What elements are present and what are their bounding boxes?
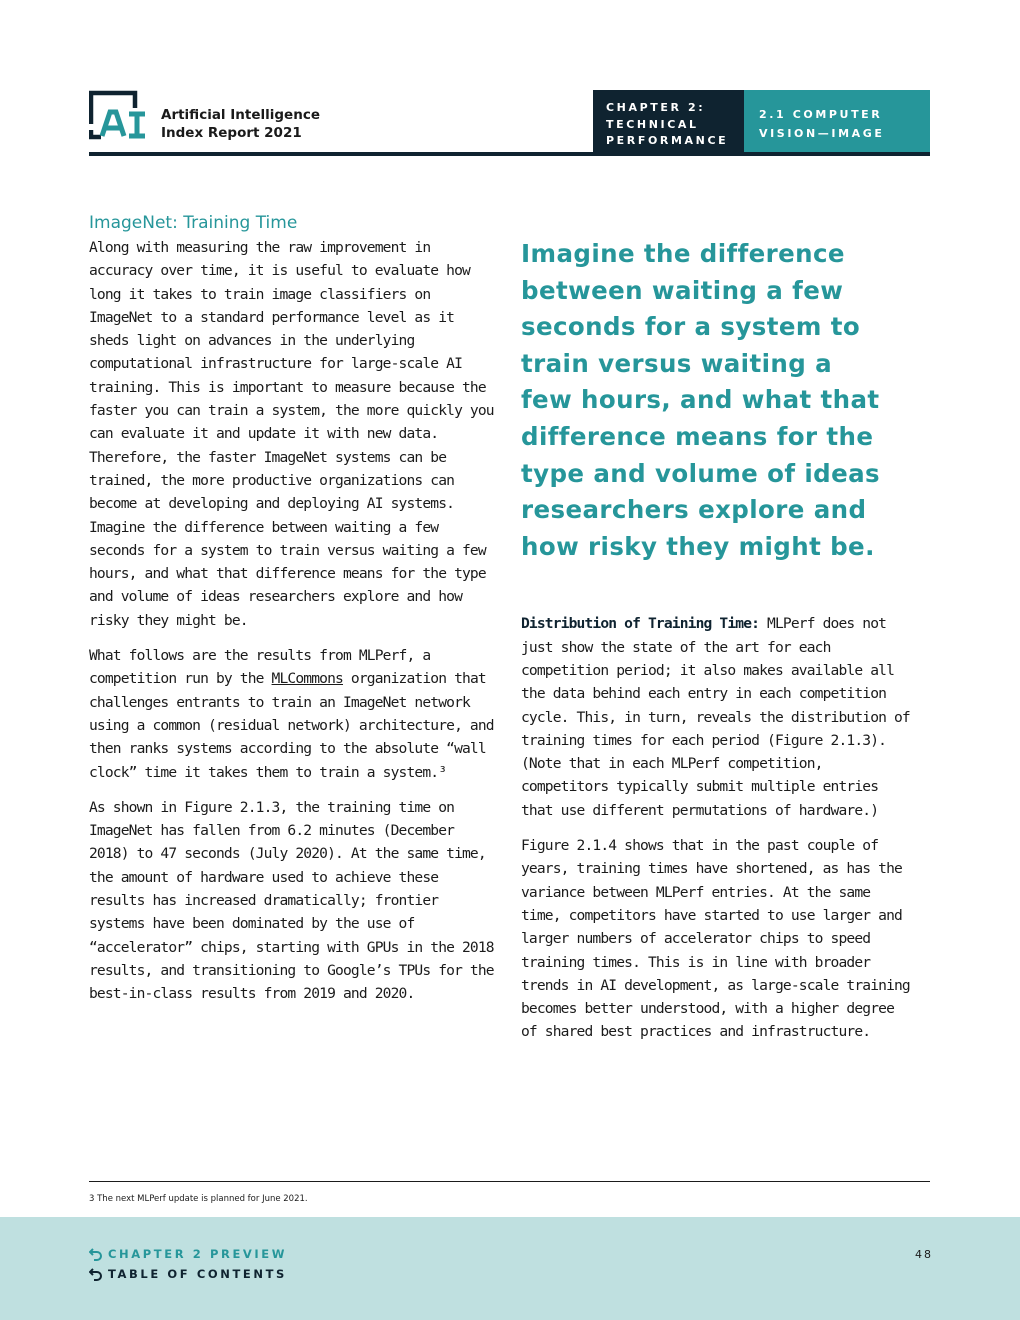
- paragraph-2-text-end: organization that challenges entrants to train an ImageNet network using a common (residual network) architecture, and then ranks systems according to the absolute “wall clock” time it takes them to train a system.³: [89, 670, 494, 781]
- page-header: [89, 90, 930, 157]
- pull-quote-line: train versus waiting a: [521, 348, 833, 378]
- left-column: [89, 212, 501, 1006]
- chapter-label-line-2: TECHNICAL: [606, 117, 699, 131]
- chapter-label-line-3: PERFORMANCE: [606, 134, 729, 147]
- brand-line-2: Index Report 2021: [161, 125, 302, 141]
- body-paragraph-2: [89, 644, 501, 784]
- chapter-label: [593, 90, 744, 152]
- section-label-line-2: VISION—IMAGE: [759, 126, 885, 140]
- figure-2-1-4-paragraph: Figure 2.1.4 shows that in the past couple of years, training times have shortened, as has the variance between MLPerf entries. At the same time, competitors have started to use larger and larger numbers of accelerator chips to speed training times. This is in line with broader trends in AI development, as large-scale training becomes better understood, with a higher degree of shared best practices and infrastructure.: [521, 837, 910, 1041]
- paragraph-2-text-start: What follows are the results from MLPerf, a competition run by the: [89, 647, 431, 688]
- pull-quote: [521, 236, 916, 565]
- page-number: 48: [915, 1248, 933, 1261]
- return-arrow-icon: [89, 1247, 103, 1261]
- footnote-divider: [89, 1181, 930, 1182]
- page-footer: [0, 1217, 1020, 1320]
- pull-quote-line: researchers explore and: [521, 495, 867, 525]
- section-heading: ImageNet: Training Time: [89, 213, 298, 233]
- section-label: [744, 90, 930, 152]
- pull-quote-line: type and volume of ideas: [521, 458, 881, 488]
- table-of-contents-link[interactable]: [89, 1267, 287, 1281]
- pull-quote-line: how risky they might be.: [521, 531, 875, 561]
- chapter-preview-link[interactable]: [89, 1247, 287, 1261]
- table-of-contents-label: TABLE OF CONTENTS: [108, 1267, 287, 1281]
- footnote: 3 The next MLPerf update is planned for June 2021.: [89, 1194, 308, 1204]
- brand-line-1: Artificial Intelligence: [161, 107, 320, 123]
- pull-quote-line: difference means for the: [521, 421, 874, 451]
- pull-quote-line: few hours, and what that: [521, 385, 880, 415]
- header-divider: [89, 152, 930, 156]
- body-paragraph-1: Along with measuring the raw improvement in accuracy over time, it is useful to evaluate how long it takes to train image classifiers on ImageNet to a standard performance level as it sheds light on advances in the underlying computational infrastructure for large-scale AI training. This is important to measure because the faster you can train a system, the more quickly you can evaluate it and update it with new data. Therefore, the faster ImageNet systems can be trained, the more productive organizations can become at developing and deploying AI systems. Imagine the difference between waiting a few seconds for a system to train versus waiting a few hours, and what that difference means for the type and volume of ideas researchers explore and how risky they might be.: [89, 239, 494, 629]
- chapter-preview-label: CHAPTER 2 PREVIEW: [108, 1247, 288, 1261]
- pull-quote-line: Imagine the difference: [521, 239, 845, 268]
- pull-quote-line: seconds for a system to: [521, 312, 861, 342]
- chapter-label-line-1: CHAPTER 2:: [606, 101, 706, 114]
- body-paragraph-3: As shown in Figure 2.1.3, the training time on ImageNet has fallen from 6.2 minutes (December 2018) to 47 seconds (July 2020). At the same time, the amount of hardware used to achieve these results has increased dramatically; frontier systems have been dominated by the use of “accelerator” chips, starting with GPUs in the 2018 results, and transitioning to Google’s TPUs for the best-in-class results from 2019 and 2020.: [89, 798, 494, 1003]
- distribution-paragraph: [521, 612, 916, 822]
- distribution-lead: Distribution of Training Time:: [521, 615, 760, 633]
- return-arrow-icon: [89, 1267, 103, 1281]
- ai-index-logo-icon: [89, 90, 147, 140]
- mlcommons-link[interactable]: MLCommons: [271, 670, 343, 688]
- distribution-text: MLPerf does not just show the state of the art for each competition period; it also makes available all the data behind each entry in each competition cycle. This, in turn, reveals the distribution of training times for each period (Figure 2.1.3). (Note that in each MLPerf competition, competitors typically submit multiple entries that use different permutations of hardware.): [521, 615, 910, 819]
- report-brand: [161, 106, 320, 142]
- pull-quote-line: between waiting a few: [521, 275, 844, 305]
- section-label-line-1: 2.1 COMPUTER: [759, 108, 883, 121]
- right-column: [521, 236, 916, 1044]
